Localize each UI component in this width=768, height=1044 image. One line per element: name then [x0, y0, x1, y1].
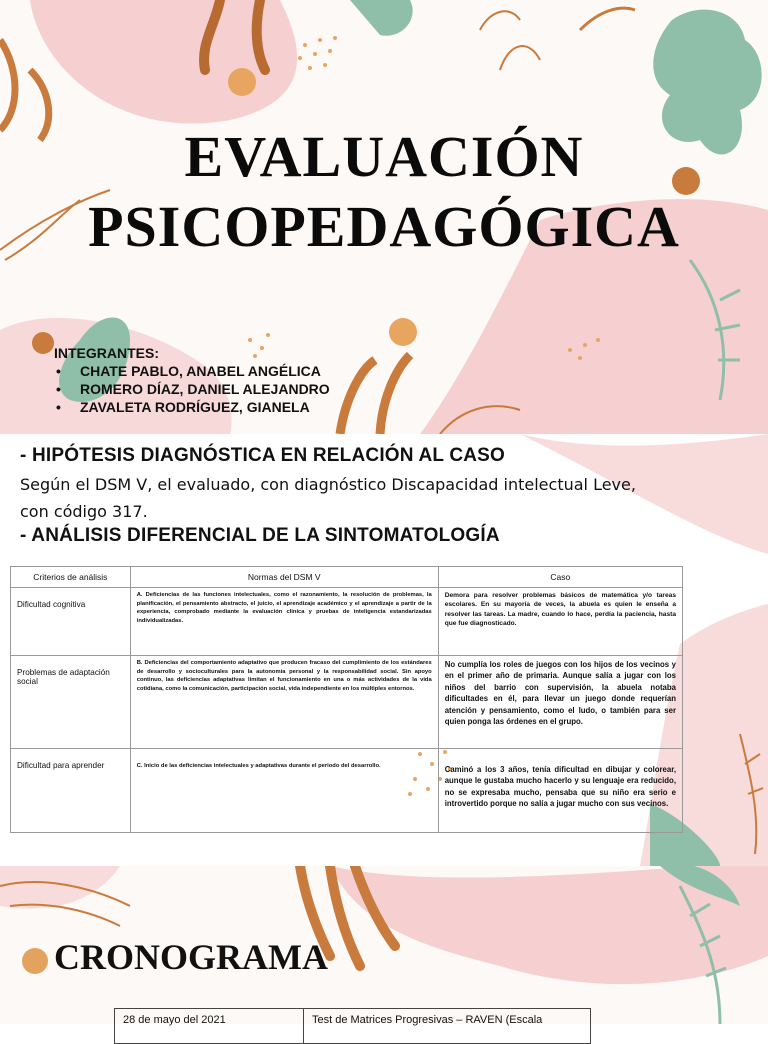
bullet-dot	[22, 948, 48, 974]
criteria-table	[10, 566, 683, 833]
schedule-date: 28 de mayo del 2021	[115, 1009, 304, 1044]
member-item: • ROMERO DÍAZ, DANIEL ALEJANDRO	[54, 380, 330, 398]
members-list	[54, 362, 330, 416]
norm-body: Deficiencias del comportamiento adaptativo que producen fracaso del cumplimiento de los estándares de desarrollo y socioculturales para la autonomía personal y la responsabilidad social. Sin apoyo continuo, las deficiencias adaptativas limitan el funcionamiento en una o más actividades de la vida cotidiana, como la comunicación, participación social, vida independiente en los múltiples entornos.	[136, 660, 432, 692]
member-item: • ZAVALETA RODRÍGUEZ, GIANELA	[54, 398, 330, 416]
norm-cell	[130, 656, 438, 749]
hypothesis-paragraph: Según el DSM V, el evaluado, con diagnóstico Discapacidad intelectual Leve, con código 317.	[20, 475, 636, 521]
differential-heading: - ANÁLISIS DIFERENCIAL DE LA SINTOMATOLOGÍA	[20, 525, 500, 546]
members-block	[54, 344, 330, 416]
norm-marker: B.	[136, 660, 143, 666]
table-header-row	[11, 567, 683, 588]
table-row	[115, 1009, 591, 1044]
case-cell	[438, 749, 682, 833]
norm-cell	[130, 749, 438, 833]
criterion-cell: Dificultad cognitiva	[11, 588, 131, 656]
norm-text	[137, 591, 432, 625]
member-item: • CHATE PABLO, ANABEL ANGÉLICA	[54, 362, 330, 380]
norm-body: Deficiencias de las funciones intelectuales, como el razonamiento, la resolución de problemas, la planificación, el pensamiento abstracto, el juicio, el aprendizaje académico y el aprendizaje a partir de la experiencia, comprobado mediante la evaluación clínica y pruebas de inteligencia estandarizadas individualizadas.	[136, 592, 432, 624]
hypothesis-heading: - HIPÓTESIS DIAGNÓSTICA EN RELACIÓN AL CASO	[20, 445, 506, 466]
norm-text	[137, 752, 432, 771]
case-cell	[438, 656, 682, 749]
title-slide	[0, 0, 768, 434]
case-cell	[438, 588, 682, 656]
column-header: Caso	[438, 567, 682, 588]
schedule-activity: Test de Matrices Progresivas – RAVEN (Escala	[304, 1009, 591, 1044]
norm-marker: A.	[136, 592, 143, 598]
norm-body: Inicio de las deficiencias intelectuales y adaptativas durante el periodo del desarrollo.	[144, 763, 381, 769]
case-text: No cumplía los roles de juegos con los hijos de los vecinos y en el primer año de primaria. Aunque salía a jugar con los niños del barrio con supervisión, la abuela notaba dificultades en él, para llevar un juego donde requerían atención y pensamiento, como el ludo, o también para ser quien ponga las órdenes en el grupo.	[444, 660, 676, 727]
table-row	[11, 656, 683, 749]
norm-cell	[130, 588, 438, 656]
case-text: Demora para resolver problemas básicos de matemática y/o tareas escolares. En su mayoría de veces, la abuela es quien le enseña a resolver las tareas. La madre, cuando lo hace, perdía la paciencia, hasta que fue diagnosticado.	[444, 592, 676, 628]
table-row	[11, 588, 683, 656]
norm-marker: C.	[136, 763, 143, 769]
norm-text	[137, 659, 432, 693]
criterion-cell: Dificultad para aprender	[11, 749, 131, 833]
members-heading: INTEGRANTES:	[54, 345, 159, 361]
schedule-heading-text: CRONOGRAMA	[54, 937, 328, 977]
criterion-cell: Problemas de adaptación social	[11, 656, 131, 749]
title-line-1: EVALUACIÓN	[184, 124, 584, 189]
column-header: Normas del DSM V	[130, 567, 438, 588]
schedule-heading	[22, 936, 328, 978]
title-line-2: PSICOPEDAGÓGICA	[88, 194, 680, 259]
case-text: Caminó a los 3 años, tenía dificultad en dibujar y colorear, aunque le gustaba mucho hacerlo y su lenguaje era reducido, no se expresaba mucho, pensaba que su niño era serio e introvertido porque no salía a jugar mucho con sus vecinos.	[444, 765, 676, 809]
column-header: Criterios de análisis	[11, 567, 131, 588]
schedule-table	[114, 1008, 591, 1044]
table-row	[11, 749, 683, 833]
